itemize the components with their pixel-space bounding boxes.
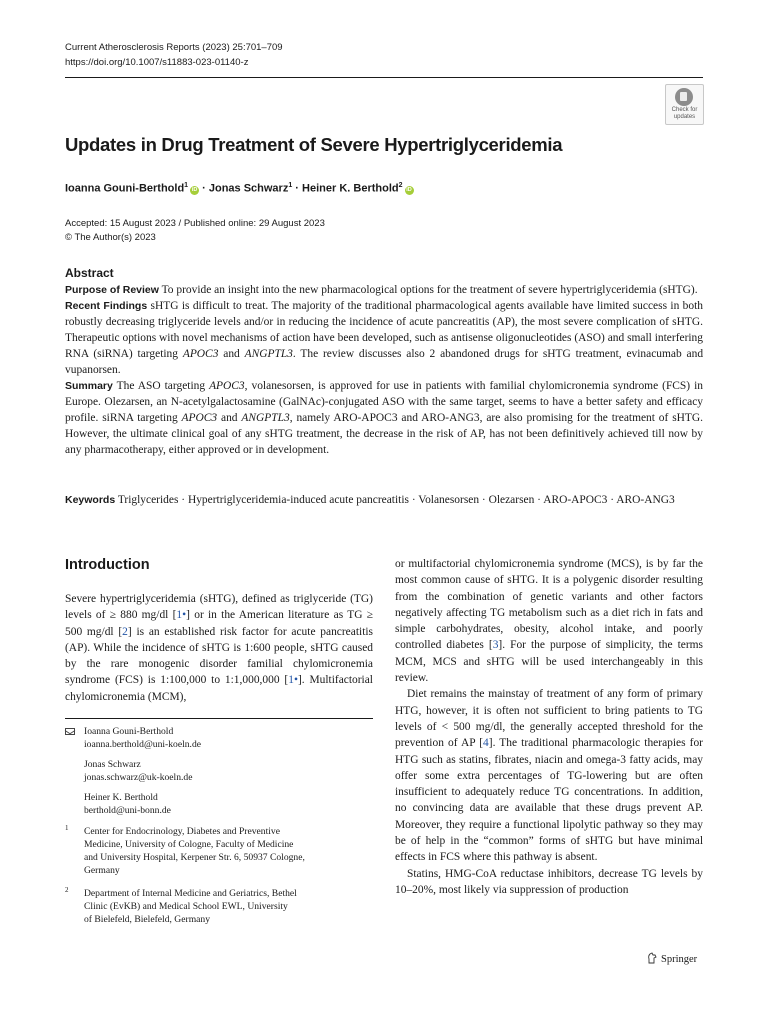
left-column bbox=[65, 556, 373, 705]
copyright-notice: © The Author(s) 2023 bbox=[65, 232, 156, 243]
citation-link[interactable]: 2 bbox=[122, 625, 128, 638]
header-divider bbox=[65, 77, 703, 78]
gene-name: APOC3 bbox=[209, 380, 245, 392]
intro-paragraph-1 bbox=[65, 591, 373, 705]
abstract-text: To provide an insight into the new pharmacological options for the treatment of severe hypertriglyceridemia (sHTG). bbox=[161, 284, 698, 296]
affiliation-marker: 2 bbox=[398, 182, 403, 189]
abstract-text: The ASO targeting bbox=[116, 380, 206, 392]
abstract-heading: Abstract bbox=[65, 266, 114, 280]
journal-citation: Current Atherosclerosis Reports (2023) 25:701–709 bbox=[65, 42, 283, 53]
abstract-text: and bbox=[221, 412, 238, 424]
envelope-icon bbox=[65, 728, 75, 735]
abstract-text: , namely ARO-APOC3 and ARO-ANG3, are also promising for the treatment of sHTG. However, the ultimate clinical goal of any sHTG treatment, the decrease in the risk of AP, has not been definitively achieved till now by any pharmacotherapy, either approved or in development. bbox=[65, 412, 704, 456]
author-name[interactable]: Heiner K. Berthold bbox=[302, 182, 399, 195]
affiliation-number: 2 bbox=[65, 886, 69, 894]
author-list bbox=[65, 177, 414, 198]
publication-info bbox=[65, 217, 325, 245]
body-text: or multifactorial chylomicronemia syndrome (MCS), is by far the most common cause of sHTG. It is a polygenic disorder resulting from the combination of genetic variants and other factors negatively affecting TG metabolism such as a diet rich in fats and simple carbohydrates, obesity, alcohol intake, and poorly controlled diabetes [ bbox=[395, 558, 703, 652]
check-updates-label: Check for updates bbox=[671, 107, 698, 120]
affiliation-marker: 1 bbox=[184, 182, 189, 189]
body-text: ] or in the American literature as TG ≥ 500 mg/dl [ bbox=[65, 609, 373, 638]
affiliation-line: Department of Internal Medicine and Geriatrics, Bethel bbox=[84, 888, 297, 899]
gene-name: ANGPTL3 bbox=[244, 348, 293, 360]
author-separator: · bbox=[199, 182, 209, 195]
right-column bbox=[395, 556, 703, 898]
affiliation-line: Medicine, University of Cologne, Faculty of Medicine bbox=[84, 839, 294, 850]
affiliation-entry bbox=[65, 825, 373, 877]
body-text: ] is an established risk factor for acute pancreatitis (AP). While the incidence of sHTG is 1:600 people, sHTG caused by the rare monogenic disorder familial chylomicronemia syndrome (FCS) is 1:100,000 to 1:1,000,000 [ bbox=[65, 625, 373, 687]
affiliation-line: Center for Endocrinology, Diabetes and Preventive bbox=[84, 826, 280, 837]
affiliation-line: Germany bbox=[84, 865, 120, 876]
abstract-text: and bbox=[223, 348, 240, 360]
correspondence-name: Jonas Schwarz bbox=[84, 759, 141, 770]
publication-dates: Accepted: 15 August 2023 / Published online: 29 August 2023 bbox=[65, 218, 325, 229]
paper-title: Updates in Drug Treatment of Severe Hypertriglyceridemia bbox=[65, 134, 563, 155]
author-separator: · bbox=[292, 182, 303, 195]
abstract-section bbox=[65, 265, 703, 458]
gene-name: APOC3 bbox=[181, 412, 218, 424]
keywords-block bbox=[65, 492, 703, 508]
springer-horse-icon bbox=[646, 952, 658, 964]
affiliation-number: 1 bbox=[65, 824, 69, 832]
abstract-findings bbox=[65, 298, 703, 378]
abstract-summary bbox=[65, 378, 703, 458]
author-name[interactable]: Ioanna Gouni-Berthold bbox=[65, 182, 185, 195]
body-text: ]. Multifactorial chylomicronemia (MCM), bbox=[65, 674, 373, 703]
correspondence-footnotes bbox=[65, 725, 373, 926]
abstract-label: Summary bbox=[65, 380, 113, 392]
body-text: ]. For the purpose of simplicity, the terms MCM, MCS and sHTG will be used interchangeably in this review. bbox=[395, 639, 703, 685]
correspondence-email[interactable]: berthold@uni-bonn.de bbox=[84, 805, 171, 816]
affiliation-entry bbox=[65, 887, 373, 926]
abstract-purpose bbox=[65, 282, 703, 298]
orcid-icon[interactable]: iD bbox=[406, 186, 412, 193]
orcid-icon[interactable]: iD bbox=[191, 186, 198, 193]
publisher-mark bbox=[646, 952, 697, 967]
correspondence-email[interactable]: jonas.schwarz@uk-koeln.de bbox=[84, 772, 193, 783]
abstract-text: sHTG is difficult to treat. The majority of the traditional pharmacological agents available have limited success in both robustly decreasing triglyceride levels and/or in reducing the incidence of acute pancreatitis (AP), the most severe complication of sHTG. Therapeutic options with novel mechanisms of action have been developed, such as antisense oligonucleotides (ASO) and small interfering RNA (siRNA) targeting bbox=[65, 300, 703, 360]
journal-header bbox=[65, 40, 283, 70]
footnote-divider bbox=[65, 718, 373, 719]
correspondence-entry bbox=[65, 758, 373, 784]
keywords-label: Keywords bbox=[65, 494, 116, 506]
publisher-name: Springer bbox=[661, 954, 698, 965]
affiliation-line: of Bielefeld, Bielefeld, Germany bbox=[84, 914, 211, 925]
affiliation-line: and University Hospital, Kerpener Str. 6, 50937 Cologne, bbox=[84, 852, 305, 863]
affiliation-line: Clinic (EvKB) and Medical School EWL, University bbox=[84, 901, 288, 912]
citation-link[interactable]: 3 bbox=[492, 639, 499, 652]
citation-link[interactable]: 1• bbox=[176, 609, 187, 622]
abstract-label: Recent Findings bbox=[65, 300, 148, 312]
citation-link[interactable]: 1• bbox=[288, 674, 298, 687]
correspondence-entry bbox=[65, 791, 373, 817]
author-name[interactable]: Jonas Schwarz bbox=[208, 182, 289, 195]
correspondence-name: Heiner K. Berthold bbox=[84, 792, 158, 803]
correspondence-entry bbox=[65, 725, 373, 751]
affiliation-marker: 1 bbox=[288, 182, 293, 189]
citation-link[interactable]: 4 bbox=[483, 737, 489, 750]
abstract-text: . The review discusses also 2 abandoned drugs for sHTG treatment, evinacumab and vupanorsen. bbox=[65, 348, 704, 376]
gene-name: ANGPTL3 bbox=[241, 412, 290, 424]
doi-link[interactable]: https://doi.org/10.1007/s11883-023-01140-z bbox=[65, 57, 249, 68]
correspondence-name: Ioanna Gouni-Berthold bbox=[84, 726, 174, 737]
check-for-updates-badge[interactable] bbox=[665, 84, 704, 125]
body-text: Diet remains the mainstay of treatment of any form of primary HTG, however, it is often not sufficient to bring patients to TG levels of < 500 mg/dl, the generally accepted threshold for the prevention of AP [ bbox=[395, 688, 703, 750]
abstract-label: Purpose of Review bbox=[65, 284, 159, 296]
gene-name: APOC3 bbox=[182, 348, 219, 360]
body-text: ]. The traditional pharmacologic therapies for HTG such as statins, fibrates, niacin and omega-3 fatty acids, may offer some extra percentages of TG-lowering but are often insufficient to adequately reduce TG concentrations. In addition, no convincing data are available that these drugs prevent AP. Moreover, they require a functional lipolytic pathway so they may be of help in the “common” forms of sHTG but have minimal effects in FCS where this pathway is absent. bbox=[395, 737, 703, 864]
check-updates-icon bbox=[675, 88, 693, 106]
correspondence-email[interactable]: ioanna.berthold@uni-koeln.de bbox=[84, 739, 201, 750]
intro-paragraph-3: Statins, HMG-CoA reductase inhibitors, decrease TG levels by 10–20%, most likely via suppression of production bbox=[395, 867, 703, 896]
body-text: Severe hypertriglyceridemia (sHTG), defined as triglyceride (TG) levels of ≥ 880 mg/dl [ bbox=[65, 593, 373, 622]
intro-paragraph-1-continued bbox=[395, 556, 703, 686]
introduction-heading: Introduction bbox=[65, 557, 150, 573]
abstract-text: , volanesorsen, is approved for use in patients with familial chylomicronemia syndrome (FCS) in Europe. Olezarsen, an N-acetylgalactosamine (GalNAc)-conjugated ASO with the same target, seems to have a better safety and efficacy profile. siRNA targeting bbox=[65, 380, 703, 424]
keywords-list: Triglycerides · Hypertriglyceridemia-induced acute pancreatitis · Volanesorsen · Olezarsen · ARO-APOC3 · ARO-ANG3 bbox=[117, 494, 675, 506]
intro-paragraph-2 bbox=[395, 686, 703, 865]
